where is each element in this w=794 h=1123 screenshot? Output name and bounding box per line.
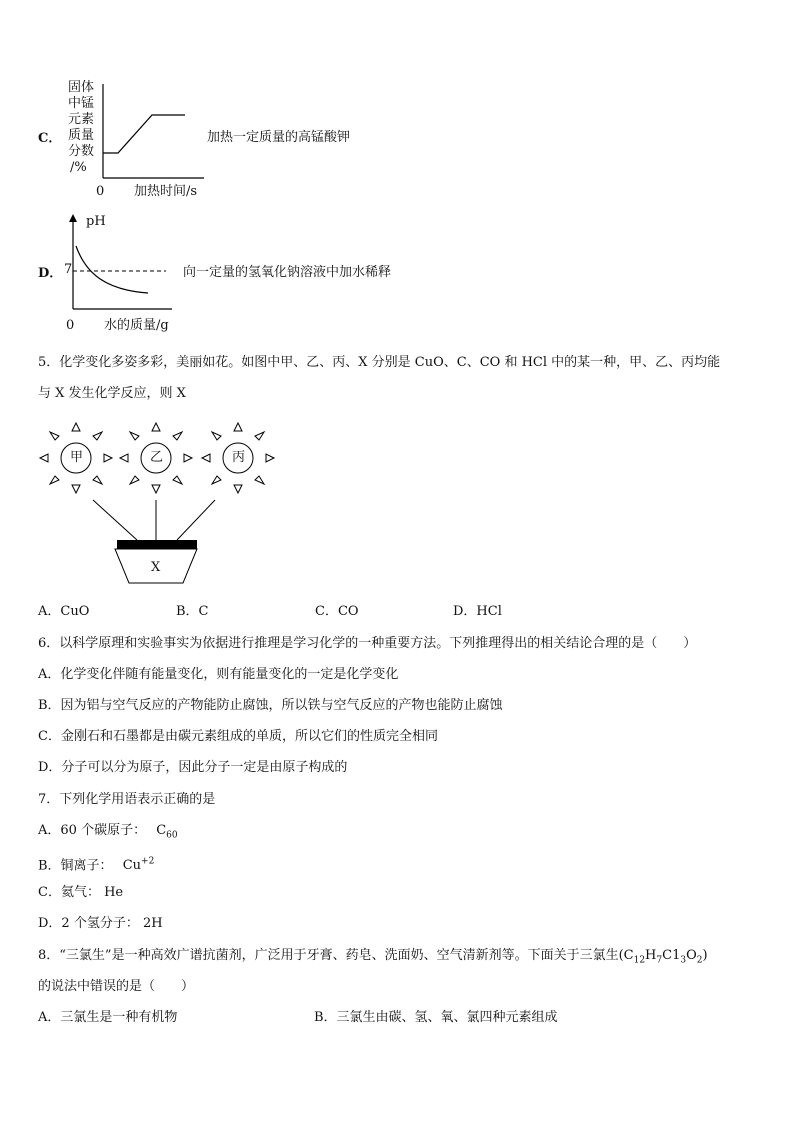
option-c-description: 加热一定质量的高锰酸钾 — [207, 130, 351, 145]
pot-label: X — [151, 560, 161, 575]
option-c-letter: C． — [38, 131, 62, 146]
q8-stem-line1: 8．“三氯生”是一种高效广谱抗菌剂，广泛用于牙膏、药皂、洗面奶、空气清新剂等。下面关于三氯生$(C_{12}H_7C1_3O_2)$ — [38, 948, 708, 966]
flower-yi-label: 乙 — [150, 450, 164, 465]
graph-d-x-label: 水的质量/g — [104, 318, 169, 333]
q7-option-d: D．2 个氢分子： 2H — [38, 916, 163, 931]
option-d-letter: D． — [38, 266, 63, 281]
q7-option-b: B．铜离子： $Cu^{+2}$ — [38, 857, 155, 874]
q7-option-c: C．氦气： He — [38, 885, 124, 900]
q6-option-c: C．金刚石和石墨都是由碳元素组成的单质，所以它们的性质完全相同 — [38, 729, 438, 744]
formula-cu-ion: $Cu^{+2}$ — [122, 857, 155, 874]
option-d-description: 向一定量的氢氧化钠溶液中加水稀释 — [183, 265, 392, 280]
formula-c60: $C_{60}$ — [156, 823, 178, 841]
stem-3 — [177, 500, 215, 540]
graph-c-curve — [103, 115, 185, 153]
q7-stem: 7．下列化学用语表示正确的是 — [38, 792, 216, 807]
triclosan-formula: $C_{12}H_7C1_3O_2$ — [623, 948, 703, 966]
pot-rim — [117, 540, 197, 549]
q5-option-c: C．CO — [315, 604, 359, 619]
q6-stem: 6．以科学原理和实验事实为依据进行推理是学习化学的一种重要方法。下列推理得出的相关结论合理的是（ ） — [38, 636, 697, 651]
q8-stem-line2: 的说法中错误的是（ ） — [38, 979, 195, 994]
graph-d-curve — [76, 246, 148, 293]
q5-option-b: B．C — [176, 604, 209, 619]
q6-option-a: A．化学变化伴随有能量变化，则有能量变化的一定是化学变化 — [38, 667, 399, 682]
q7-option-a: A．60 个碳原子： $C_{60}$ — [38, 823, 178, 841]
graph-c-plot — [100, 80, 210, 190]
graph-d-y-tick: 7 — [64, 262, 73, 277]
q5-stem-line1: 5．化学变化多姿多彩，美丽如花。如图中甲、乙、丙、X 分别是 CuO、C、CO 和 HCl 中的某一种，甲、乙、丙均能 — [38, 355, 721, 370]
stem-1 — [93, 500, 137, 540]
graph-d-plot — [66, 214, 176, 314]
q5-option-a: A．CuO — [38, 604, 90, 619]
graph-c-x-label: 加热时间/s — [134, 184, 198, 199]
q8-option-b: B．三氯生由碳、氢、氧、氯四种元素组成 — [314, 1010, 558, 1025]
flower-bing-label: 丙 — [232, 450, 246, 465]
q6-option-d: D．分子可以分为原子，因此分子一定是由原子构成的 — [38, 760, 348, 775]
flower-jia-label: 甲 — [70, 450, 84, 465]
graph-c-origin: 0 — [96, 184, 105, 199]
q8-option-a: A．三氯生是一种有机物 — [38, 1010, 178, 1025]
q6-option-b: B．因为铝与空气反应的产物能防止腐蚀，所以铁与空气反应的产物也能防止腐蚀 — [38, 698, 503, 713]
q5-option-d: D．HCl — [453, 604, 502, 619]
q5-stem-line2: 与 X 发生化学反应，则 X — [38, 386, 186, 401]
graph-d-origin: 0 — [66, 318, 75, 333]
graph-d-y-label: pH — [86, 214, 106, 229]
